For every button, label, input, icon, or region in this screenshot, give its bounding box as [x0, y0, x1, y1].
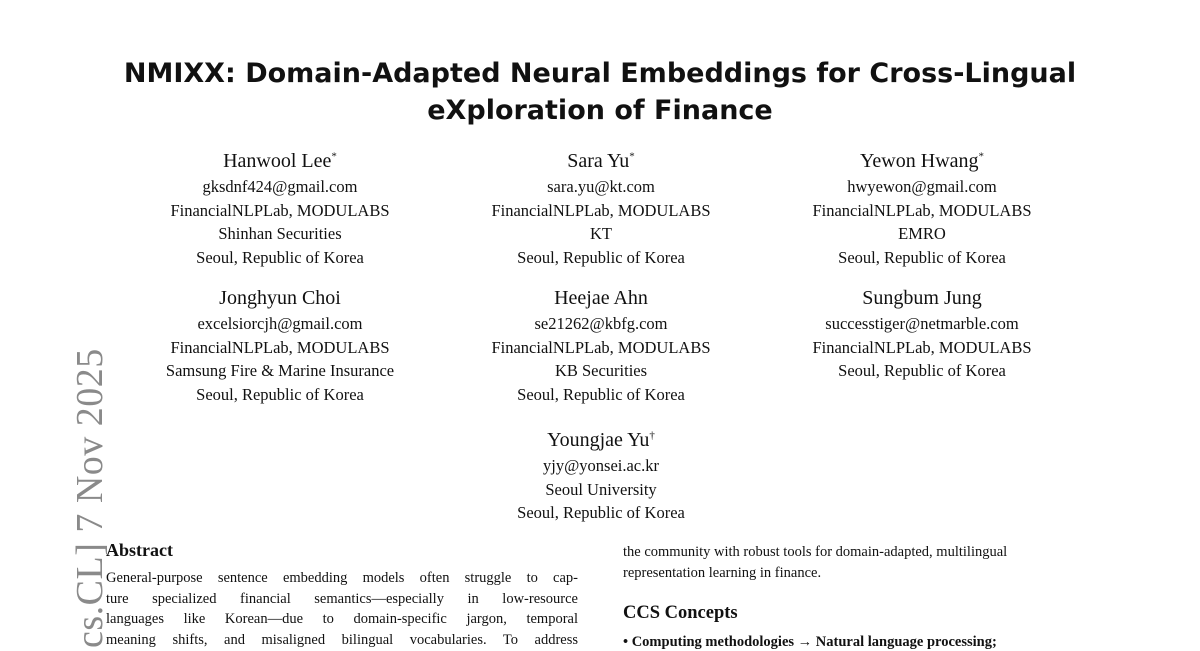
author-affiliation: Samsung Fire & Marine Insurance — [165, 361, 395, 380]
author-location: Seoul, Republic of Korea — [196, 247, 364, 267]
author-affiliation: FinancialNLPLab, MODULABS — [170, 200, 390, 220]
arxiv-watermark: cs.CL] 7 Nov 2025 — [69, 348, 111, 648]
author-location: Seoul, Republic of Korea — [517, 503, 685, 522]
author-block — [115, 149, 445, 269]
author-email: successtiger@netmarble.com — [825, 314, 1019, 333]
author-name: Heejae Ahn — [554, 287, 648, 309]
author-block — [436, 286, 766, 406]
author-affiliation: FinancialNLPLab, MODULABS — [491, 337, 711, 357]
abstract-line: General-purpose sentence embedding models often struggle to cap- — [106, 570, 578, 586]
author-block — [757, 286, 1087, 383]
author-affiliation: Shinhan Securities — [218, 224, 342, 243]
author-name: Youngjae Yu† — [547, 429, 655, 451]
author-block — [436, 149, 766, 269]
author-location: Seoul, Republic of Korea — [517, 247, 685, 267]
title-line-2: eXploration of Finance — [427, 95, 773, 126]
abstract-line: languages like Korean—due to domain-specific jargon, temporal — [106, 611, 578, 627]
author-affiliation: KT — [590, 224, 612, 243]
body-line: representation learning in finance. — [623, 564, 822, 581]
author-name: Sungbum Jung — [862, 287, 982, 309]
author-block — [757, 149, 1087, 269]
author-affiliation: FinancialNLPLab, MODULABS — [491, 200, 711, 220]
paper-title — [90, 55, 1110, 129]
author-email: yjy@yonsei.ac.kr — [543, 456, 659, 475]
author-email: hwyewon@gmail.com — [847, 177, 997, 196]
author-affiliation: FinancialNLPLab, MODULABS — [812, 200, 1032, 220]
author-block — [115, 286, 445, 406]
author-affiliation: FinancialNLPLab, MODULABS — [812, 337, 1032, 357]
author-name: Sara Yu* — [567, 150, 635, 172]
author-email: sara.yu@kt.com — [547, 177, 655, 196]
author-email: gksdnf424@gmail.com — [202, 177, 358, 196]
author-email: excelsiorcjh@gmail.com — [197, 314, 363, 333]
author-affiliation: KB Securities — [554, 361, 648, 380]
author-location: Seoul, Republic of Korea — [838, 247, 1006, 267]
author-affiliation: EMRO — [898, 224, 946, 243]
author-name: Yewon Hwang* — [859, 150, 985, 172]
title-line-1: NMIXX: Domain-Adapted Neural Embeddings for Cross-Lingual — [123, 58, 1077, 89]
author-name: Jonghyun Choi — [219, 287, 341, 309]
ccs-heading: CCS Concepts — [623, 603, 738, 623]
author-email: se21262@kbfg.com — [534, 314, 668, 333]
author-name: Hanwool Lee* — [223, 150, 337, 172]
abstract-line: meaning shifts, and misaligned bilingual vocabularies. To address — [106, 631, 578, 648]
author-location: Seoul, Republic of Korea — [196, 384, 364, 404]
right-column-text — [623, 542, 1095, 583]
body-line: the community with robust tools for domain-adapted, multilingual — [623, 544, 1008, 560]
author-location: Seoul, Republic of Korea — [517, 384, 685, 404]
ccs-concept-item: • Computing methodologies → Natural language processing; — [623, 634, 997, 650]
author-affiliation: Seoul University — [545, 479, 657, 499]
abstract-line: ture specialized financial semantics—especially in low-resource — [106, 590, 578, 607]
abstract-text — [106, 568, 578, 650]
author-affiliation: FinancialNLPLab, MODULABS — [170, 337, 390, 357]
abstract-heading: Abstract — [106, 540, 173, 560]
author-affiliation: Seoul, Republic of Korea — [838, 361, 1006, 380]
author-block — [436, 428, 766, 525]
